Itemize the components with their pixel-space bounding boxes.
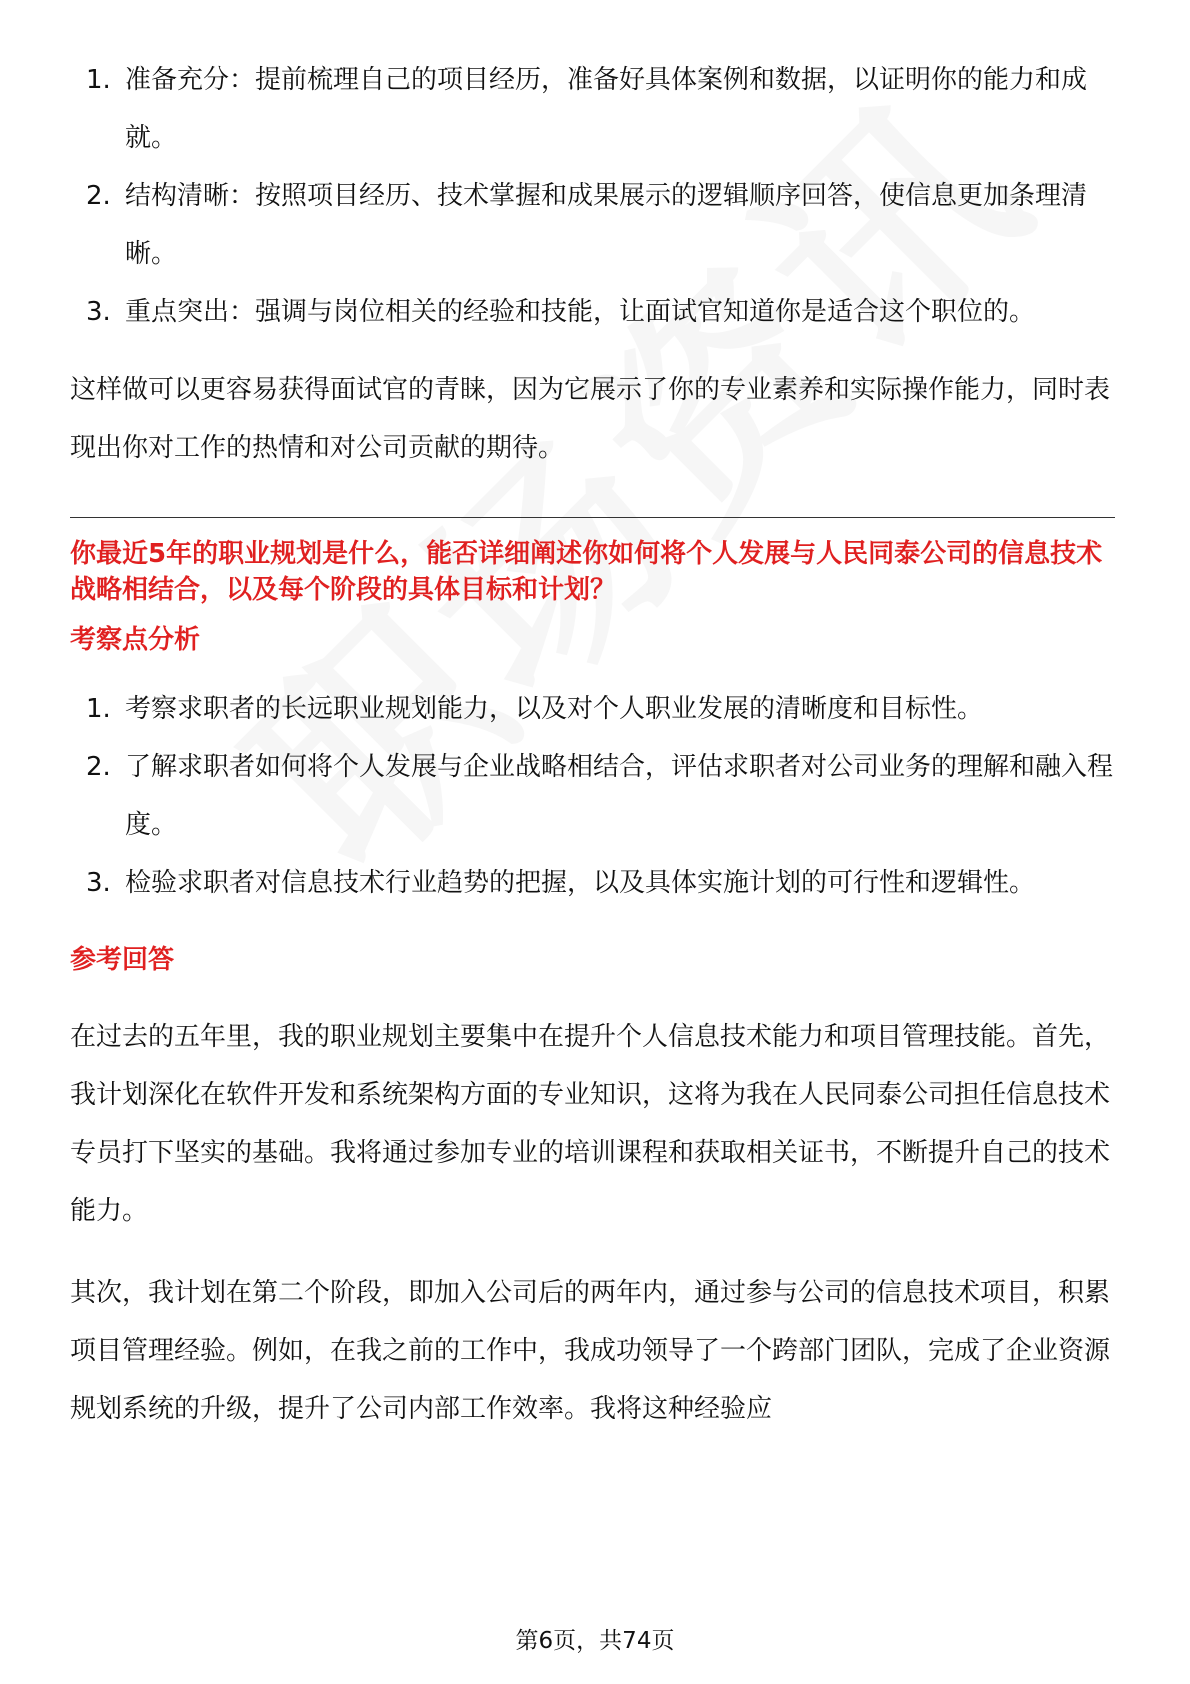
answer-paragraph: 其次，我计划在第二个阶段，即加入公司后的两年内，通过参与公司的信息技术项目，积累项目管理经验。例如，在我之前的工作中，我成功领导了一个跨部门团队，完成了企业资源规划系统的升级，提升了公司内部工作效率。我将这种经验应 bbox=[70, 1278, 1111, 1424]
top-numbered-list bbox=[70, 51, 1115, 341]
analysis-numbered-list bbox=[70, 680, 1115, 912]
list-item bbox=[70, 51, 1115, 167]
answer-heading: 参考回答 bbox=[70, 945, 175, 975]
list-item-text: 了解求职者如何将个人发展与企业战略相结合，评估求职者对公司业务的理解和融入程度。 bbox=[125, 752, 1114, 840]
list-item bbox=[70, 167, 1115, 283]
list-item-text: 检验求职者对信息技术行业趋势的把握，以及具体实施计划的可行性和逻辑性。 bbox=[125, 868, 1036, 898]
list-item bbox=[70, 738, 1115, 854]
answer-paragraph: 在过去的五年里，我的职业规划主要集中在提升个人信息技术能力和项目管理技能。首先，我计划深化在软件开发和系统架构方面的专业知识，这将为我在人民同泰公司担任信息技术专员打下坚实的基础。我将通过参加专业的培训课程和获取相关证书，不断提升自己的技术能力。 bbox=[70, 1022, 1111, 1226]
analysis-heading: 考察点分析 bbox=[70, 625, 201, 655]
interview-question: 你最近5年的职业规划是什么，能否详细阐述你如何将个人发展与人民同泰公司的信息技术战略相结合，以及每个阶段的具体目标和计划？ bbox=[70, 539, 1103, 605]
list-item-text: 考察求职者的长远职业规划能力，以及对个人职业发展的清晰度和目标性。 bbox=[125, 694, 984, 724]
list-item-text: 结构清晰：按照项目经历、技术掌握和成果展示的逻辑顺序回答，使信息更加条理清晰。 bbox=[125, 181, 1088, 269]
section-divider bbox=[70, 517, 1115, 518]
summary-paragraph: 这样做可以更容易获得面试官的青睐，因为它展示了你的专业素养和实际操作能力，同时表现出你对工作的热情和对公司贡献的期待。 bbox=[70, 375, 1111, 463]
list-number: 1. bbox=[86, 65, 111, 95]
list-item bbox=[70, 283, 1115, 341]
list-number: 3. bbox=[86, 868, 111, 898]
list-number: 2. bbox=[86, 181, 111, 211]
list-item bbox=[70, 854, 1115, 912]
list-number: 2. bbox=[86, 752, 111, 782]
list-item bbox=[70, 680, 1115, 738]
document-page bbox=[70, 55, 1115, 1438]
page-footer: 第6页，共74页 bbox=[515, 1628, 675, 1654]
list-number: 3. bbox=[86, 297, 111, 327]
list-item-text: 重点突出：强调与岗位相关的经验和技能，让面试官知道你是适合这个职位的。 bbox=[125, 297, 1036, 327]
list-number: 1. bbox=[86, 694, 111, 724]
list-item-text: 准备充分：提前梳理自己的项目经历，准备好具体案例和数据，以证明你的能力和成就。 bbox=[125, 65, 1088, 153]
